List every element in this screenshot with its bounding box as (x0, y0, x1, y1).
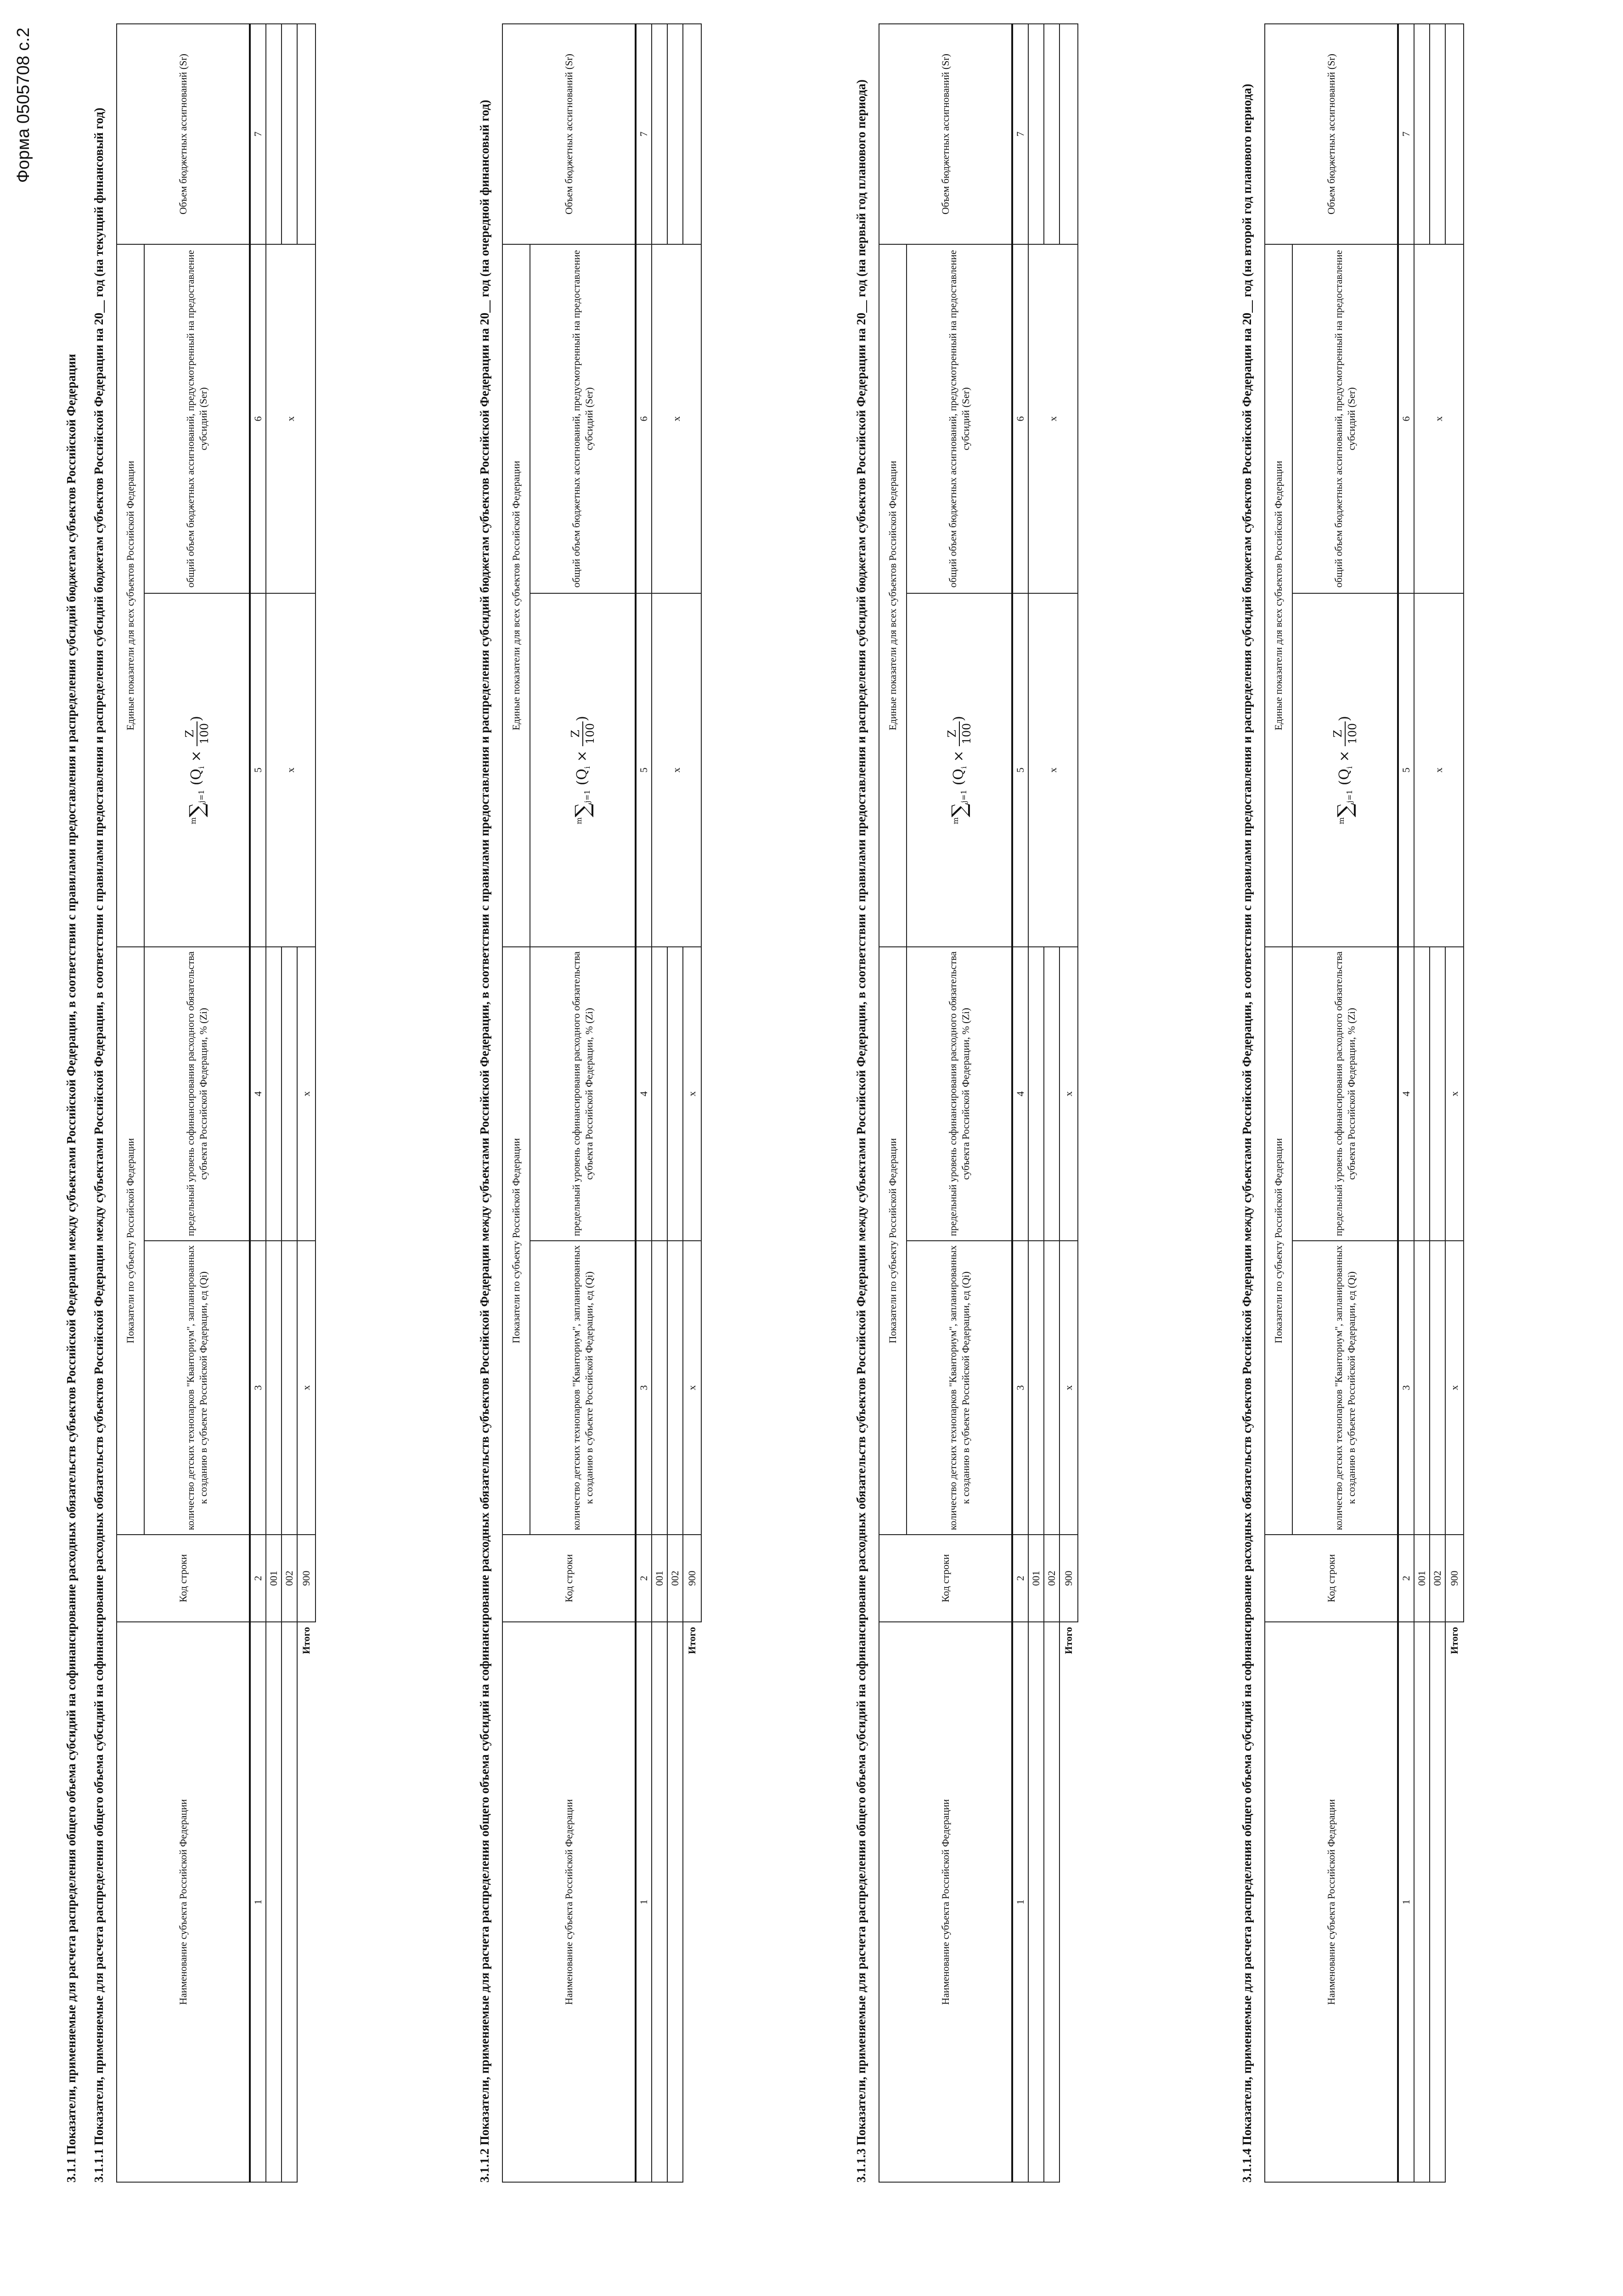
header-ser: общий объем бюджетных ассигнований, предусмотренный на предоставление субсидий (Ser) (530, 244, 636, 593)
cell-common: x (1028, 244, 1078, 593)
total-code: 900 (1059, 1535, 1078, 1622)
formula-num: Z (1331, 721, 1346, 746)
column-number: 4 (1398, 947, 1414, 1241)
data-cell[interactable] (1044, 1622, 1059, 2182)
header-ser: общий объем бюджетных ассигнований, предусмотренный на предоставление субсидий (Ser) (144, 244, 250, 593)
formula-den: 100 (960, 723, 973, 744)
header-subject-name: Наименование субъекта Российской Федерации (1265, 1622, 1398, 2182)
column-number: 5 (1398, 593, 1414, 947)
formula-bottom: j=1 (959, 789, 968, 803)
formula-expression: $^m\sum_{j=1}$ ($Q_i$ × Z 100 ) (945, 716, 973, 824)
column-number: 3 (1012, 1241, 1028, 1535)
data-cell[interactable] (1430, 1622, 1445, 2182)
formula-bottom: j=1 (1345, 789, 1354, 803)
column-number: 3 (636, 1241, 652, 1535)
total-z: x (683, 947, 701, 1241)
row-code: 002 (1044, 1535, 1059, 1622)
total-q: x (683, 1241, 701, 1535)
total-label: Итого (686, 1627, 698, 1654)
header-subject-group: Показатели по субъекту Российской Федерации (879, 947, 907, 1535)
data-cell[interactable] (266, 24, 282, 244)
total-z: x (297, 947, 316, 1241)
total-code: 900 (683, 1535, 701, 1622)
header-row-code: Код строки (117, 1535, 250, 1622)
indicator-table (502, 23, 702, 2183)
data-cell[interactable] (1414, 1622, 1430, 2182)
header-common-group: Единые показатели для всех субъектов Российской Федерации (1265, 244, 1292, 947)
data-cell[interactable] (1430, 24, 1445, 244)
data-cell[interactable] (1414, 1241, 1430, 1535)
indicator-table-block-4 (1240, 24, 1464, 2183)
column-number: 5 (636, 593, 652, 947)
data-cell[interactable] (652, 1622, 667, 2182)
column-number: 2 (1012, 1535, 1028, 1622)
data-cell[interactable] (266, 1622, 282, 2182)
data-cell[interactable] (282, 1241, 297, 1535)
total-label: Итого (300, 1627, 312, 1654)
column-number: 7 (1012, 24, 1028, 244)
column-number: 6 (636, 244, 652, 593)
data-cell[interactable] (1414, 947, 1430, 1241)
data-cell[interactable] (1044, 24, 1059, 244)
header-sr: Объем бюджетных ассигнований (Sr) (502, 24, 636, 244)
cell-common: x (1414, 593, 1464, 947)
header-q: количество детских технопарков "Кванториум", запланированных к созданию в субъекте Российской Федерации, ед (Qi) (144, 1241, 250, 1535)
formula-sum: ∑ (947, 803, 971, 817)
header-subject-name: Наименование субъекта Российской Федерации (502, 1622, 636, 2182)
header-ser: общий объем бюджетных ассигнований, предусмотренный на предоставление субсидий (Ser) (907, 244, 1012, 593)
formula-q: Q (574, 768, 590, 780)
table-title: 3.1.1.2 Показатели, применяемые для расчета распределения общего объема субсидий на софинансирование расходных обязательств субъектов Российской Федерации между субъектами Российской Федерации, в соответствии с правилами предоставления и распределения субсидий бюджетам субъектов Российской Федерации на 20__ год (на очередной финансовый год) (478, 100, 491, 2183)
cell-common: x (1028, 593, 1078, 947)
header-z: предельный уровень софинансирования расходного обязательства субъекта Российской Федерации, % (Zi) (1292, 947, 1398, 1241)
header-common-group: Единые показатели для всех субъектов Российской Федерации (117, 244, 144, 947)
total-code: 900 (297, 1535, 316, 1622)
data-cell[interactable] (282, 1622, 297, 2182)
row-code: 001 (266, 1535, 282, 1622)
total-code: 900 (1445, 1535, 1464, 1622)
indicator-table (116, 23, 316, 2183)
formula-fraction (569, 721, 597, 746)
total-label: Итого (1448, 1627, 1460, 1654)
total-z: x (1445, 947, 1464, 1241)
cell-common: x (652, 593, 701, 947)
cell-common: x (1414, 244, 1464, 593)
row-code: 001 (1028, 1535, 1044, 1622)
column-number: 3 (1398, 1241, 1414, 1535)
formula-expression: $^m\sum_{j=1}$ ($Q_i$ × Z 100 ) (569, 716, 597, 824)
total-q: x (297, 1241, 316, 1535)
header-z: предельный уровень софинансирования расходного обязательства субъекта Российской Федерации, % (Zi) (530, 947, 636, 1241)
column-number: 7 (250, 24, 266, 244)
form-number: Форма 0505708 с.2 (14, 28, 33, 183)
header-formula (144, 593, 250, 947)
indicator-table-block-3 (854, 24, 1078, 2183)
header-q: количество детских технопарков "Кванториум", запланированных к созданию в субъекте Российской Федерации, ед (Qi) (907, 1241, 1012, 1535)
formula-fraction (183, 721, 211, 746)
column-number: 7 (1398, 24, 1414, 244)
header-common-group: Единые показатели для всех субъектов Российской Федерации (502, 244, 530, 947)
formula-top: m (951, 817, 960, 824)
formula-den: 100 (583, 723, 597, 744)
row-code: 001 (1414, 1535, 1430, 1622)
column-number: 1 (636, 1622, 652, 2182)
formula-top: m (1336, 817, 1346, 824)
data-cell[interactable] (266, 947, 282, 1241)
data-cell[interactable] (282, 24, 297, 244)
column-number: 4 (250, 947, 266, 1241)
column-number: 4 (1012, 947, 1028, 1241)
formula-sum: ∑ (185, 803, 209, 817)
formula-q: Q (1336, 768, 1352, 780)
formula-fraction (1331, 721, 1359, 746)
row-code: 002 (282, 1535, 297, 1622)
data-cell[interactable] (282, 947, 297, 1241)
column-number: 5 (1012, 593, 1028, 947)
header-subject-name: Наименование субъекта Российской Федерации (879, 1622, 1012, 2182)
column-number: 3 (250, 1241, 266, 1535)
data-cell[interactable] (1028, 947, 1044, 1241)
data-cell[interactable] (667, 1241, 683, 1535)
column-number: 2 (636, 1535, 652, 1622)
total-sr[interactable] (1059, 24, 1078, 244)
table-title: 3.1.1.1 Показатели, применяемые для расчета распределения общего объема субсидий на софинансирование расходных обязательств субъектов Российской Федерации между субъектами Российской Федерации, в соответствии с правилами предоставления и распределения субсидий бюджетам субъектов Российской Федерации на 20__ год (на текущий финансовый год) (92, 107, 106, 2183)
data-cell[interactable] (1044, 1241, 1059, 1535)
formula-fraction (945, 721, 974, 746)
data-cell[interactable] (1028, 1241, 1044, 1535)
column-number: 7 (636, 24, 652, 244)
formula-top: m (188, 817, 197, 824)
data-cell[interactable] (1430, 1241, 1445, 1535)
header-subject-group: Показатели по субъекту Российской Федерации (1265, 947, 1292, 1535)
formula-top: m (574, 817, 583, 824)
header-z: предельный уровень софинансирования расходного обязательства субъекта Российской Федерации, % (Zi) (144, 947, 250, 1241)
column-number: 5 (250, 593, 266, 947)
header-z: предельный уровень софинансирования расходного обязательства субъекта Российской Федерации, % (Zi) (907, 947, 1012, 1241)
indicator-table-block-1 (92, 24, 316, 2183)
data-cell[interactable] (1414, 24, 1430, 244)
formula-bottom: j=1 (582, 789, 592, 803)
header-sr: Объем бюджетных ассигнований (Sr) (117, 24, 250, 244)
header-sr: Объем бюджетных ассигнований (Sr) (879, 24, 1012, 244)
data-cell[interactable] (652, 1241, 667, 1535)
row-code: 002 (667, 1535, 683, 1622)
indicator-table (1264, 23, 1464, 2183)
table-title: 3.1.1.4 Показатели, применяемые для расчета распределения общего объема субсидий на софинансирование расходных обязательств субъектов Российской Федерации между субъектами Российской Федерации, в соответствии с правилами предоставления и распределения субсидий бюджетам субъектов Российской Федерации на 20__ год (на второй год планового периода) (1240, 84, 1254, 2183)
column-number: 2 (1398, 1535, 1414, 1622)
total-q: x (1059, 1241, 1078, 1535)
formula-num: Z (569, 721, 583, 746)
header-ser: общий объем бюджетных ассигнований, предусмотренный на предоставление субсидий (Ser) (1292, 244, 1398, 593)
header-row-code: Код строки (1265, 1535, 1398, 1622)
formula-sum: ∑ (571, 803, 594, 817)
header-formula (907, 593, 1012, 947)
formula-expression: $^m\sum_{j=1}$ ($Q_i$ × Z 100 ) (1331, 716, 1359, 824)
header-row-code: Код строки (879, 1535, 1012, 1622)
data-cell[interactable] (667, 1622, 683, 2182)
column-number: 6 (250, 244, 266, 593)
total-q: x (1445, 1241, 1464, 1535)
data-cell[interactable] (667, 24, 683, 244)
data-cell[interactable] (652, 947, 667, 1241)
total-sr[interactable] (1445, 24, 1464, 244)
column-number: 2 (250, 1535, 266, 1622)
table-title: 3.1.1.3 Показатели, применяемые для расчета распределения общего объема субсидий на софинансирование расходных обязательств субъектов Российской Федерации между субъектами Российской Федерации, в соответствии с правилами предоставления и распределения субсидий бюджетам субъектов Российской Федерации на 20__ год (на первый год планового периода) (854, 79, 868, 2183)
header-row-code: Код строки (502, 1535, 636, 1622)
total-z: x (1059, 947, 1078, 1241)
formula-den: 100 (197, 723, 211, 744)
data-cell[interactable] (1044, 947, 1059, 1241)
total-label: Итого (1063, 1627, 1075, 1654)
formula-num: Z (183, 721, 197, 746)
section-title: 3.1.1 Показатели, применяемые для расчета распределения общего объема субсидий на софинансирование расходных обязательств субъектов Российской Федерации между субъектами Российской Федерации, в соответствии с правилами предоставления и распределения субсидий бюджетам субъектов Российской Федерации (64, 354, 78, 2183)
row-code: 001 (652, 1535, 667, 1622)
header-formula (1292, 593, 1398, 947)
column-number: 1 (1012, 1622, 1028, 2182)
header-q: количество детских технопарков "Кванториум", запланированных к созданию в субъекте Российской Федерации, ед (Qi) (530, 1241, 636, 1535)
indicator-table-block-2 (478, 24, 702, 2183)
indicator-table (879, 23, 1078, 2183)
header-subject-name: Наименование субъекта Российской Федерации (117, 1622, 250, 2182)
column-number: 4 (636, 947, 652, 1241)
header-q: количество детских технопарков "Кванториум", запланированных к созданию в субъекте Российской Федерации, ед (Qi) (1292, 1241, 1398, 1535)
formula-num: Z (945, 721, 960, 746)
formula-q: Q (950, 768, 967, 780)
cell-common: x (266, 593, 316, 947)
cell-common: x (652, 244, 701, 593)
column-number: 6 (1398, 244, 1414, 593)
data-cell[interactable] (667, 947, 683, 1241)
total-sr[interactable] (297, 24, 316, 244)
data-cell[interactable] (1430, 947, 1445, 1241)
column-number: 1 (1398, 1622, 1414, 2182)
data-cell[interactable] (1028, 24, 1044, 244)
formula-sum: ∑ (1333, 803, 1357, 817)
header-subject-group: Показатели по субъекту Российской Федерации (502, 947, 530, 1535)
header-subject-group: Показатели по субъекту Российской Федерации (117, 947, 144, 1535)
formula-q: Q (188, 768, 204, 780)
column-number: 1 (250, 1622, 266, 2182)
formula-expression: $^m\sum_{j=1}$ ($Q_i$ × Z 100 ) (183, 716, 211, 824)
data-cell[interactable] (652, 24, 667, 244)
data-cell[interactable] (1028, 1622, 1044, 2182)
row-code: 002 (1430, 1535, 1445, 1622)
header-formula (530, 593, 636, 947)
total-sr[interactable] (683, 24, 701, 244)
data-cell[interactable] (266, 1241, 282, 1535)
cell-common: x (266, 244, 316, 593)
formula-bottom: j=1 (197, 789, 206, 803)
column-number: 6 (1012, 244, 1028, 593)
header-common-group: Единые показатели для всех субъектов Российской Федерации (879, 244, 907, 947)
formula-den: 100 (1346, 723, 1359, 744)
header-sr: Объем бюджетных ассигнований (Sr) (1265, 24, 1398, 244)
